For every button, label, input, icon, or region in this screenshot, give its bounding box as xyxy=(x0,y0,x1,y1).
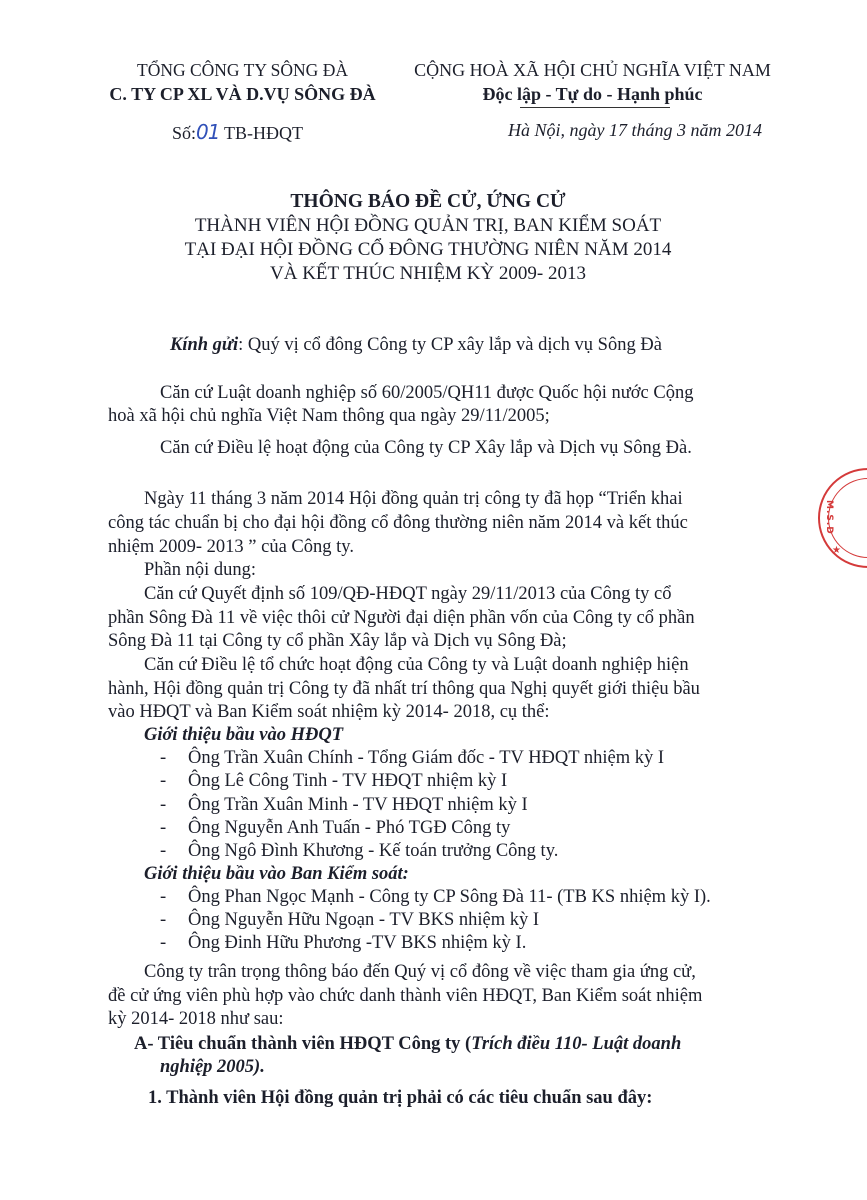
section-a-citation: Trích điều 110- Luật doanh xyxy=(471,1034,682,1054)
decision-line-2: phần Sông Đà 11 về việc thôi cử Người đại diện phần vốn của Công ty cổ phần xyxy=(108,608,695,628)
notice-line-3: kỳ 2014- 2018 như sau: xyxy=(108,1009,284,1029)
doc-number-handwritten: 01 xyxy=(196,120,220,144)
charter-line-3: vào HĐQT và Ban Kiểm soát nhiệm kỳ 2014- 2018, cụ thể: xyxy=(108,702,550,722)
notice-line-2: đề cử ứng viên phù hợp vào chức danh thành viên HĐQT, Ban Kiểm soát nhiệm xyxy=(108,986,703,1006)
parent-company-name: TỔNG CÔNG TY SÔNG ĐÀ xyxy=(137,60,348,80)
issuer-block xyxy=(100,58,385,106)
charter-line-1: Căn cứ Điều lệ tổ chức hoạt động của Công ty và Luật doanh nghiệp hiện xyxy=(144,655,689,675)
document-number xyxy=(172,120,303,144)
section-a-citation-end: nghiệp 2005). xyxy=(160,1057,265,1077)
salutation-label: Kính gửi xyxy=(170,335,239,355)
meeting-line-1: Ngày 11 tháng 3 năm 2014 Hội đồng quản trị công ty đã họp “Triển khai xyxy=(144,489,683,509)
title-main: THÔNG BÁO ĐỀ CỬ, ỨNG CỬ xyxy=(290,191,566,212)
basis-charter: Căn cứ Điều lệ hoạt động của Công ty CP Xây lắp và Dịch vụ Sông Đà. xyxy=(160,438,692,458)
decision-line-1: Căn cứ Quyết định số 109/QĐ-HĐQT ngày 29/11/2013 của Công ty cổ xyxy=(144,584,672,604)
company-seal xyxy=(818,468,867,568)
list-dash: - xyxy=(160,795,167,815)
basis-law-line-2: hoà xã hội chủ nghĩa Việt Nam thông qua ngày 29/11/2005; xyxy=(108,406,550,426)
decision-line-3: Sông Đà 11 tại Công ty cổ phần Xây lắp và Dịch vụ Sông Đà; xyxy=(108,631,567,651)
list-dash: - xyxy=(160,771,167,791)
basis-law-line-1: Căn cứ Luật doanh nghiệp số 60/2005/QH11 được Quốc hội nước Cộng xyxy=(160,383,694,403)
candidate-name: Ông Nguyễn Anh Tuấn - Phó TGĐ Công ty xyxy=(188,818,511,838)
list-dash: - xyxy=(160,841,167,861)
list-dash: - xyxy=(160,748,167,768)
national-header xyxy=(395,58,790,106)
list-dash: - xyxy=(160,933,167,953)
board-heading: Giới thiệu bầu vào HĐQT xyxy=(144,725,344,745)
document-title xyxy=(100,190,756,286)
charter-line-2: hành, Hội đồng quản trị Công ty đã nhất trí thông qua Nghị quyết giới thiệu bầu xyxy=(108,679,700,699)
salutation xyxy=(170,334,662,356)
candidate-name: Ông Trần Xuân Chính - Tổng Giám đốc - TV HĐQT nhiệm kỳ I xyxy=(188,748,665,768)
title-line-3: TẠI ĐẠI HỘI ĐỒNG CỔ ĐÔNG THƯỜNG NIÊN NĂM 2014 xyxy=(184,239,672,260)
motto-underline xyxy=(520,107,670,108)
nation-name: CỘNG HOÀ XÃ HỘI CHỦ NGHĨA VIỆT NAM xyxy=(414,60,771,80)
doc-number-prefix: Số: xyxy=(172,123,197,143)
supervisory-heading: Giới thiệu bầu vào Ban Kiểm soát: xyxy=(144,864,409,884)
place-date: Hà Nội, ngày 17 tháng 3 năm 2014 xyxy=(508,120,762,140)
salutation-text: : Quý vị cổ đông Công ty CP xây lắp và dịch vụ Sông Đà xyxy=(238,335,662,355)
national-motto: Độc lập - Tự do - Hạnh phúc xyxy=(482,84,703,104)
candidate-name: Ông Ngô Đình Khương - Kế toán trưởng Công ty. xyxy=(188,841,559,861)
candidate-name: Ông Nguyễn Hữu Ngoạn - TV BKS nhiệm kỳ I xyxy=(188,910,540,930)
meeting-line-3: nhiệm 2009- 2013 ” của Công ty. xyxy=(108,537,354,557)
list-dash: - xyxy=(160,910,167,930)
section-a-heading xyxy=(134,1033,681,1055)
section-a-title: A- Tiêu chuẩn thành viên HĐQT Công ty ( xyxy=(134,1034,472,1054)
title-line-4: VÀ KẾT THÚC NHIỆM KỲ 2009- 2013 xyxy=(270,263,586,284)
seal-star-icon: ★ xyxy=(832,545,841,556)
candidate-name: Ông Phan Ngọc Mạnh - Công ty CP Sông Đà 11- (TB KS nhiệm kỳ I). xyxy=(188,887,711,907)
candidate-name: Ông Lê Công Tinh - TV HĐQT nhiệm kỳ I xyxy=(188,771,508,791)
candidate-name: Ông Trần Xuân Minh - TV HĐQT nhiệm kỳ I xyxy=(188,795,528,815)
seal-text: M.S.D xyxy=(824,500,834,535)
title-line-2: THÀNH VIÊN HỘI ĐỒNG QUẢN TRỊ, BAN KIỂM SOÁT xyxy=(194,215,662,236)
meeting-line-2: công tác chuẩn bị cho đại hội đồng cổ đông thường niên năm 2014 và kết thúc xyxy=(108,513,688,533)
company-name: C. TY CP XL VÀ D.VỤ SÔNG ĐÀ xyxy=(109,84,376,104)
list-dash: - xyxy=(160,887,167,907)
content-label: Phần nội dung: xyxy=(144,560,257,580)
section-1-heading: 1. Thành viên Hội đồng quản trị phải có các tiêu chuẩn sau đây: xyxy=(148,1088,653,1108)
notice-line-1: Công ty trân trọng thông báo đến Quý vị cổ đông về việc tham gia ứng cử, xyxy=(144,962,696,982)
list-dash: - xyxy=(160,818,167,838)
doc-number-suffix: TB-HĐQT xyxy=(223,123,303,143)
candidate-name: Ông Đinh Hữu Phương -TV BKS nhiệm kỳ I. xyxy=(188,933,527,953)
